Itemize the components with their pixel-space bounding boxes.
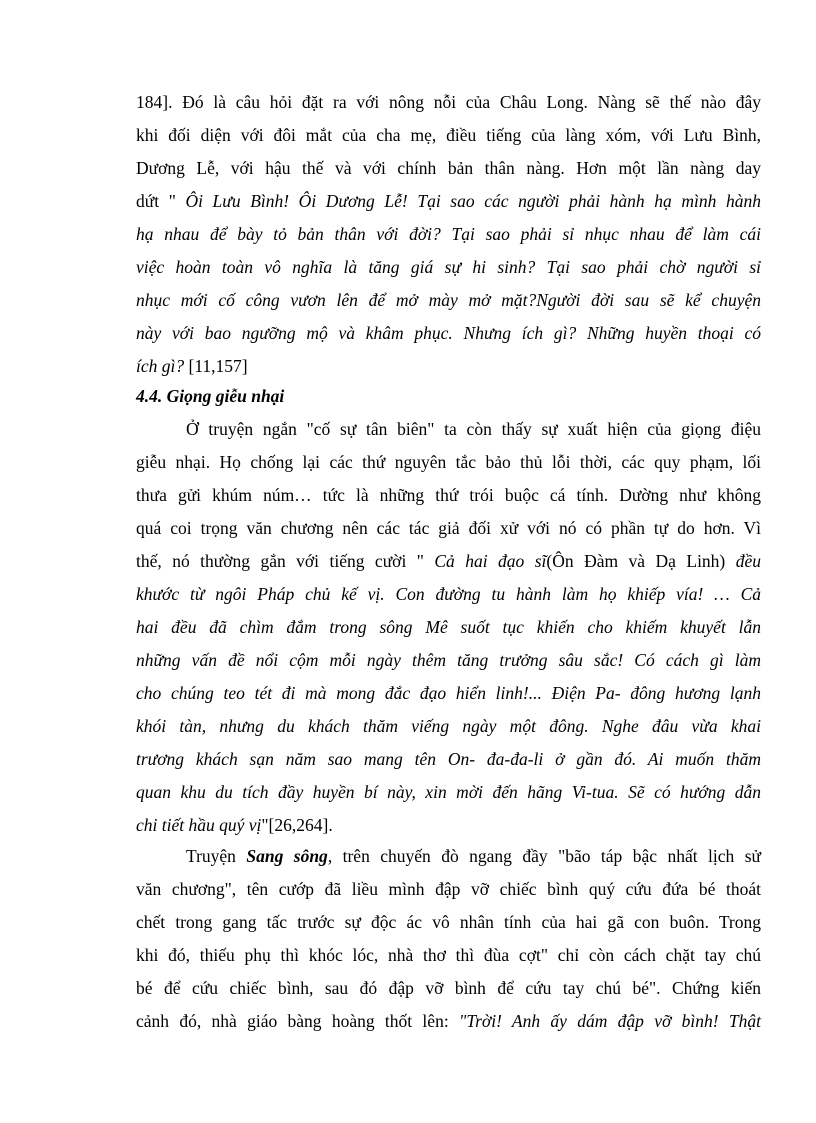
text-line: chi tiết hầu quý vị"[26,264].	[136, 815, 333, 835]
text-line: trương khách sạn năm sao mang tên On- đa-đa-li ở gần đó. Ai muốn thăm	[136, 749, 761, 769]
section-heading: 4.4. Giọng giễu nhại	[136, 386, 285, 406]
text-line: khi đó, thiếu phụ thì khóc lóc, nhà thơ thì đùa cợt" chỉ còn cách chặt tay chú	[136, 945, 761, 965]
text-line: Ở truyện ngắn "cố sự tân biên" ta còn thấy sự xuất hiện của giọng điệu	[186, 419, 761, 439]
text-line: văn chương", tên cướp đã liều mình đập vỡ chiếc bình quý cứu đứa bé thoát	[136, 879, 761, 899]
text-line: hạ nhau để bày tỏ bản thân với đời? Tại sao phải sỉ nhục nhau để làm cái	[136, 224, 761, 244]
text-line: bé để cứu chiếc bình, sau đó đập vỡ bình để cứu tay chú bé". Chứng kiến	[136, 978, 761, 998]
text-line: quan khu du tích đầy huyền bí này, xin mời đến hãng Vi-tua. Sẽ có hướng dẫn	[136, 782, 761, 802]
text-line: thưa gửi khúm núm… tức là những thứ trói buộc cá tính. Dường như không	[136, 485, 761, 505]
text-line: này với bao ngưỡng mộ và khâm phục. Nhưng ích gì? Những huyền thoại có	[136, 323, 761, 343]
text-line: cảnh đó, nhà giáo bàng hoàng thốt lên: "Trời! Anh ấy dám đập vỡ bình! Thật	[136, 1011, 761, 1031]
text-line: khi đối diện với đôi mắt của cha mẹ, điều tiếng của làng xóm, với Lưu Bình,	[136, 125, 761, 145]
text-line: Dương Lễ, với hậu thế và với chính bản thân nàng. Hơn một lần nàng day	[136, 158, 761, 178]
text-line: chết trong gang tấc trước sự độc ác vô nhân tính của hai gã con buôn. Trong	[136, 912, 761, 932]
text-line: quá coi trọng văn chương nên các tác giả đối xử với nó có phần tự do hơn. Vì	[136, 518, 761, 538]
text-line: Truyện Sang sông, trên chuyến đò ngang đầy "bão táp bậc nhất lịch sử	[186, 846, 761, 866]
text-line: việc hoàn toàn vô nghĩa là tăng giá sự hi sinh? Tại sao phải chờ người sỉ	[136, 257, 761, 277]
text-line: giễu nhại. Họ chống lại các thứ nguyên tắc bảo thủ lỗi thời, các quy phạm, lối	[136, 452, 761, 472]
text-line: ích gì? [11,157]	[136, 356, 248, 376]
text-line: khói tàn, nhưng du khách thăm viếng ngày một đông. Nghe đâu vừa khai	[136, 716, 761, 736]
text-line: nhục mới cố công vươn lên để mở mày mở mặt?Người đời sau sẽ kể chuyện	[136, 290, 761, 310]
text-line: thế, nó thường gắn với tiếng cười " Cả hai đạo sĩ(Ôn Đàm và Dạ Linh) đều	[136, 551, 761, 571]
text-line: 184]. Đó là câu hỏi đặt ra với nông nỗi của Châu Long. Nàng sẽ thế nào đây	[136, 92, 761, 112]
text-line: dứt " Ôi Lưu Bình! Ôi Dương Lễ! Tại sao các người phải hành hạ mình hành	[136, 191, 761, 211]
text-line: cho chúng teo tét đi mà mong đắc đạo hiển linh!... Điện Pa- đông hương lạnh	[136, 683, 761, 703]
work-title: Sang sông	[246, 846, 328, 866]
text-line: khước từ ngôi Pháp chủ kế vị. Con đường tu hành làm họ khiếp vía! … Cả	[136, 584, 761, 604]
text-line: hai đều đã chìm đắm trong sông Mê suốt tục khiến cho khiếm khuyết lẫn	[136, 617, 761, 637]
text-line: những vấn đề nổi cộm mỗi ngày thêm tăng trưởng sâu sắc! Có cách gì làm	[136, 650, 761, 670]
